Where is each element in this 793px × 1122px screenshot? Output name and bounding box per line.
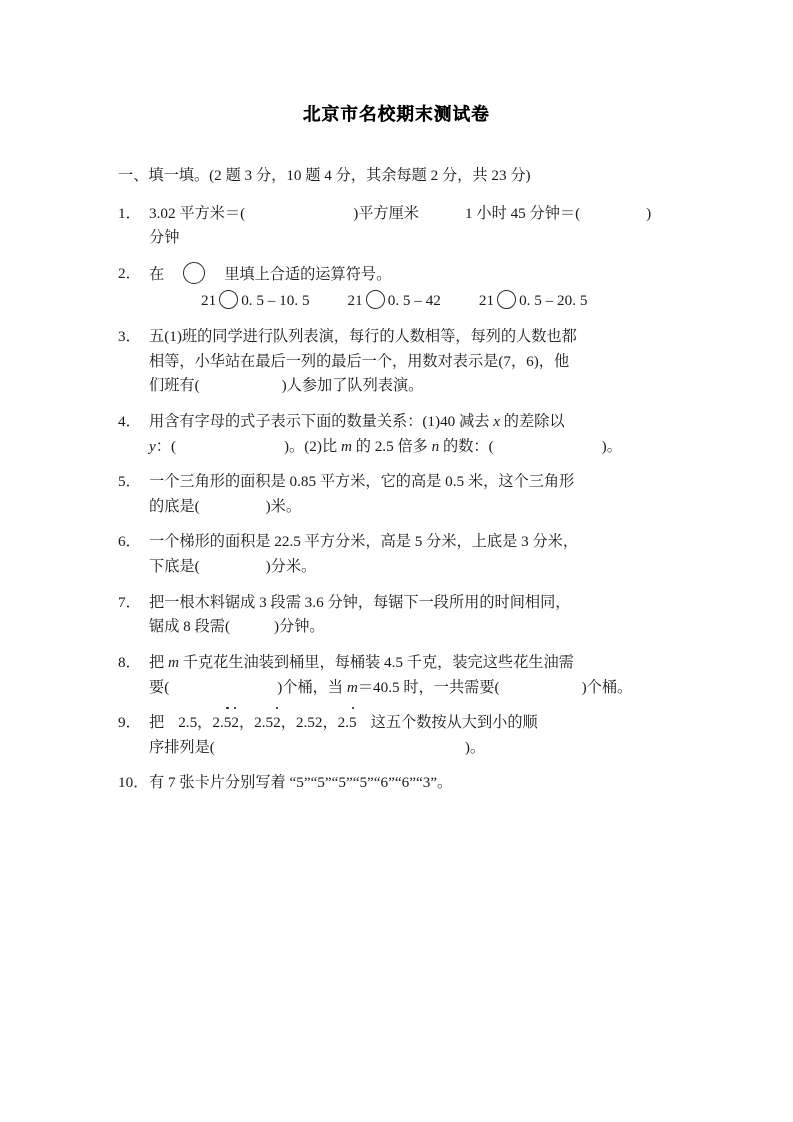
question-1-number: 1．	[118, 204, 141, 222]
question-10	[118, 771, 698, 796]
q4-variable-x: x	[493, 412, 500, 430]
q8-variable-m-2: m	[346, 678, 358, 696]
q4-text-b: 的差除以	[500, 412, 565, 430]
expression-3-left: 21	[478, 292, 495, 310]
q6-text-a: 下底是(	[149, 558, 200, 576]
question-4-body	[149, 410, 698, 459]
card-5: “6”	[373, 774, 395, 792]
question-4	[118, 410, 698, 459]
repeating-decimal-1: 2.5	[178, 714, 198, 732]
question-2-prompt	[149, 262, 698, 288]
q8-text-c: 要(	[149, 678, 170, 696]
question-6-line-1: 一个梯形的面积是 22.5 平方分米，高是 5 分米，上底是 3 分米，	[149, 533, 579, 551]
repeating-decimal-list	[178, 714, 356, 731]
q5-text-a: 的底是(	[149, 497, 200, 515]
question-3-number: 3．	[118, 328, 141, 346]
question-8-line-2	[149, 676, 698, 701]
q1-text-b: )平方厘米	[353, 204, 419, 222]
q10-text-a: 有 7 张卡片分别写着	[149, 774, 290, 792]
recurring-dot-mark: 5	[224, 711, 232, 736]
card-4: “5”	[352, 774, 374, 792]
question-3-line-1: 五(1)班的同学进行队列表演，每行的人数相等，每列的人数也都	[149, 328, 577, 346]
question-6-number: 6．	[118, 533, 141, 551]
question-4-number: 4．	[118, 412, 141, 430]
question-1-line-2: 分钟	[149, 229, 180, 247]
question-5-line-2	[149, 495, 698, 520]
question-8	[118, 651, 698, 700]
repeating-decimal-2: 2.52	[212, 714, 239, 731]
recurring-dot-mark: 2	[231, 711, 239, 736]
q1-text-d: )	[646, 204, 652, 222]
question-5-number: 5．	[118, 473, 141, 491]
expression-2-right: 0. 5 – 42	[387, 292, 441, 310]
question-7-line-1: 把一根木料锯成 3 段需 3.6 分钟，每锯下一段所用的时间相同，	[149, 593, 571, 611]
q4-text-e: 的 2.5 倍多	[351, 437, 432, 455]
q8-text-f: )个桶。	[581, 678, 633, 696]
q4-variable-m: m	[340, 437, 352, 455]
q8-text-e: ＝40.5 时，一共需要(	[357, 678, 500, 696]
question-3-line-2: 相等，小华站在最后一列的最后一个，用数对表示是(7，6)，他	[149, 352, 570, 370]
q8-text-d: )个桶，当	[277, 678, 347, 696]
q1-text-a: 3.02 平方米＝(	[149, 204, 246, 222]
question-9	[118, 711, 698, 760]
repeating-decimal-5: 2.5	[338, 714, 357, 731]
question-10-body	[149, 771, 698, 796]
circle-operator-placeholder-icon[interactable]	[183, 262, 205, 284]
question-8-body	[149, 651, 698, 700]
question-5-line-1: 一个三角形的面积是 0.85 平方米，它的高是 0.5 米，这个三角形	[149, 473, 575, 491]
q3-text-b: )人参加了队列表演。	[281, 377, 424, 395]
q9-lead-text: 把	[149, 714, 165, 732]
question-3	[118, 325, 698, 399]
question-2-number: 2．	[118, 264, 141, 282]
q4-variable-n: n	[431, 437, 440, 455]
expression-1-right: 0. 5 – 10. 5	[241, 292, 310, 310]
expression-3-right: 0. 5 – 20. 5	[519, 292, 588, 310]
question-9-number: 9．	[118, 714, 141, 732]
number-separator: ，	[280, 714, 296, 732]
exam-content	[118, 164, 698, 807]
question-2-expressions	[149, 289, 698, 314]
section-heading: 一、填一填。(2 题 3 分，10 题 4 分，其余每题 2 分，共 23 分)	[118, 167, 531, 184]
expression-1-left: 21	[201, 292, 217, 310]
question-9-body	[149, 711, 698, 760]
question-4-line-2	[149, 435, 698, 460]
recurring-dot-mark: 5	[349, 711, 357, 736]
q7-text-a: 锯成 8 段需(	[149, 618, 230, 636]
question-4-line-1	[149, 410, 698, 435]
question-7	[118, 591, 698, 640]
card-7: “3”	[415, 774, 438, 792]
question-1-line-1	[149, 202, 698, 227]
q6-text-b: )分米。	[265, 558, 317, 576]
q4-text-g: )。	[601, 437, 622, 455]
q8-text-b: 千克花生油装到桶里，每桶装 4.5 千克，装完这些花生油需	[178, 653, 574, 671]
expression-3	[479, 289, 588, 314]
question-8-line-1	[149, 651, 698, 676]
q4-text-d: )。(2)比	[284, 437, 341, 455]
card-3: “5”	[331, 774, 353, 792]
q4-text-c: ：(	[155, 437, 176, 455]
q4-variable-y: y	[149, 437, 156, 455]
q4-text-f: 的数：(	[439, 437, 494, 455]
expression-1	[201, 289, 310, 314]
question-6-body	[149, 530, 698, 579]
number-separator: ，	[238, 714, 255, 732]
question-9-line-2	[149, 736, 698, 761]
q7-text-b: )分钟。	[274, 618, 325, 636]
card-list	[289, 774, 437, 791]
recurring-dot-mark: 2	[273, 711, 281, 736]
question-2-body	[149, 262, 698, 314]
q8-text-a: 把	[149, 653, 168, 671]
q10-text-b: 。	[437, 774, 453, 792]
question-7-line-2	[149, 615, 698, 640]
card-1: “5”	[289, 774, 311, 792]
question-5	[118, 470, 698, 519]
number-separator: ，	[322, 714, 338, 732]
expression-2-left: 21	[347, 292, 363, 310]
repeating-decimal-3: 2.52	[254, 714, 281, 731]
page-title: 北京市名校期末测试卷	[303, 105, 490, 125]
q9-text-a: 序排列是(	[149, 738, 215, 756]
question-2	[118, 262, 698, 314]
expression-2-circle-icon[interactable]	[366, 290, 385, 309]
q2-prompt-after: 里填上合适的运算符号。	[224, 265, 392, 283]
q3-text-a: 们班有(	[149, 377, 200, 395]
question-1-body	[149, 202, 698, 251]
question-7-number: 7．	[118, 593, 141, 611]
question-9-line-1	[149, 711, 698, 736]
question-5-body	[149, 470, 698, 519]
expression-2	[348, 289, 441, 314]
q4-text-a: 用含有字母的式子表示下面的数量关系：(1)40 减去	[149, 412, 494, 430]
question-1	[118, 202, 698, 251]
question-3-body	[149, 325, 698, 399]
q8-variable-m-1: m	[167, 653, 179, 671]
q9-after-text: 这五个数按从大到小的顺	[370, 714, 538, 732]
question-6-line-2	[149, 555, 698, 580]
q9-text-b: )。	[464, 738, 486, 756]
card-6: “6”	[394, 774, 416, 792]
expression-3-circle-icon[interactable]	[497, 290, 516, 309]
question-8-number: 8．	[118, 653, 141, 671]
question-7-body	[149, 591, 698, 640]
q1-text-c: 1 小时 45 分钟＝(	[465, 204, 581, 222]
question-6	[118, 530, 698, 579]
card-2: “5”	[310, 774, 332, 792]
question-3-line-3	[149, 374, 698, 399]
q5-text-b: )米。	[265, 497, 302, 515]
q2-prompt-before: 在	[149, 265, 165, 283]
question-10-number: 10．	[118, 774, 149, 792]
number-separator: ，	[197, 714, 213, 732]
repeating-decimal-4: 2.52	[295, 714, 323, 732]
question-10-line-1	[149, 771, 698, 796]
expression-1-circle-icon[interactable]	[219, 290, 238, 309]
